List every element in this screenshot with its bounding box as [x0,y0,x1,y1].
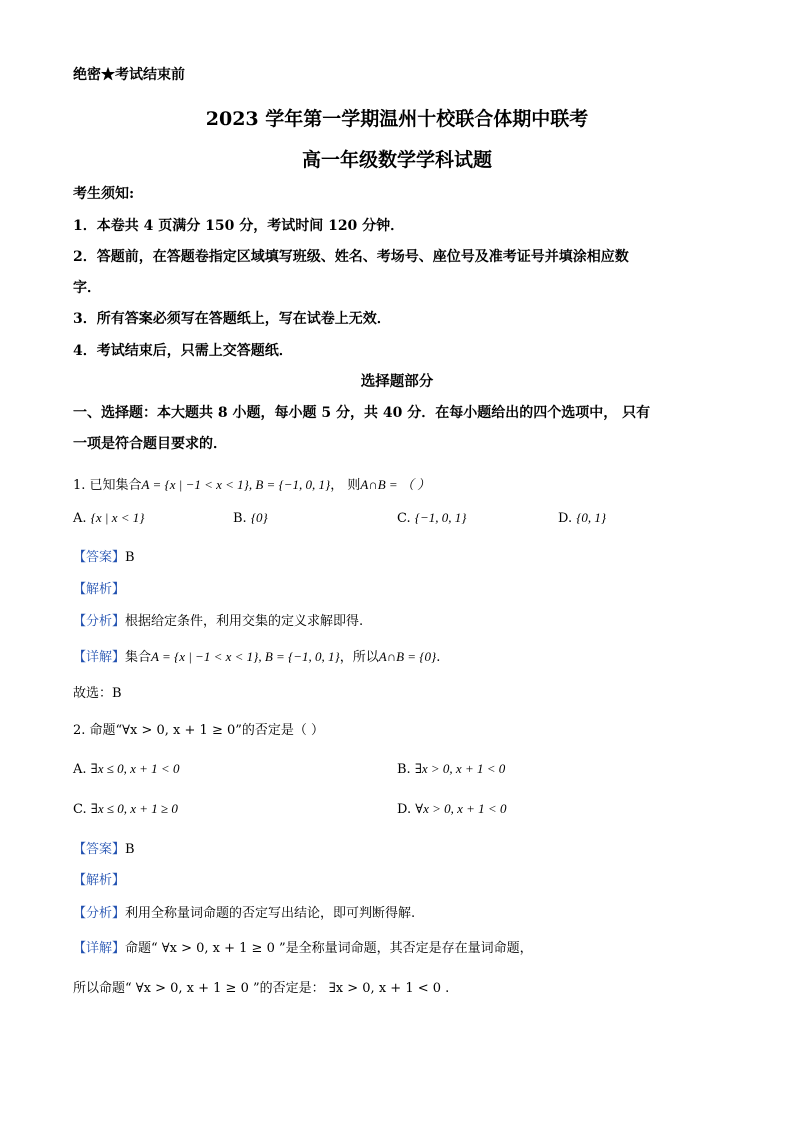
detail-mid: ，所以 [339,650,379,665]
q2-option-a [73,761,179,777]
q1-choose: 故选：B [73,686,122,701]
q1-stem-math: A = {x | −1 < x < 1}, B = {−1, 0, 1} [141,477,331,492]
fenxi-tag: 【分析】 [73,906,126,921]
q1-stem-prefix: 1. 已知集合 [73,478,142,493]
option-value: {0, 1} [576,510,607,525]
notice-item-4: 4．考试结束后，只需上交答题纸． [73,343,293,359]
option-value: {x | x < 1} [90,510,145,525]
q1-stem [73,474,430,493]
detail-math: A = {x | −1 < x < 1}, B = {−1, 0, 1} [151,649,340,664]
option-label: C. [397,511,411,526]
notice-item-1: 1．本卷共 4 页满分 150 分，考试时间 120 分钟． [73,218,405,234]
answer-tag: 【答案】 [73,550,126,565]
q1-option-c [397,510,466,526]
answer-value: B [125,550,135,565]
answer-tag: 【答案】 [73,842,126,857]
detail-prefix: 集合 [125,650,152,665]
q2-option-d [397,801,506,817]
q1-answer [73,546,135,565]
q2-option-c [73,801,178,817]
q1-stem-suffix: ， 则 [330,478,361,493]
option-label: B. [233,511,247,526]
q2-option-b [397,761,505,777]
fenxi-text: 利用全称量词命题的否定写出结论，即可判断得解. [125,906,416,921]
option-label: C. [73,802,87,817]
q1-analysis-tag: 【解析】 [73,582,126,597]
fenxi-text: 根据给定条件，利用交集的定义求解即得. [125,614,364,629]
option-value: ∃x > 0, x + 1 < 0 [414,761,506,776]
q1-detail [73,646,440,665]
section-intro-line2: 一项是符合题目要求的． [73,436,227,452]
q1-option-d [558,510,606,526]
q2-analysis-tag: 【解析】 [73,873,126,888]
exam-subtitle: 高一年级数学学科试题 [301,149,492,171]
fenxi-tag: 【分析】 [73,614,126,629]
q2-detail-line1 [73,937,533,956]
notice-item-2: 2．答题前，在答题卷指定区域填写班级、姓名、考场号、座位号及准考证号并填涂相应数 [73,249,629,265]
q2-fenxi [73,902,415,921]
answer-value: B [125,842,135,857]
detail-tag: 【详解】 [73,941,126,956]
notice-item-2-cont: 字． [73,280,101,296]
option-label: D. [397,802,412,817]
option-value: {0} [250,510,268,525]
detail-text: 命题“ ∀x > 0, x + 1 ≥ 0 ”是全称量词命题，其否定是存在量词命题， [125,941,533,956]
q1-stem-expr: A∩B = （ ） [360,477,431,492]
option-value: ∀x > 0, x + 1 < 0 [415,801,507,816]
option-value: {−1, 0, 1} [414,510,467,525]
q2-answer [73,838,135,857]
q1-fenxi [73,610,363,629]
detail-end: . [436,650,441,665]
q1-option-b [233,510,268,526]
option-label: A. [73,762,87,777]
section-title: 选择题部分 [360,373,434,390]
option-value: ∃x ≤ 0, x + 1 < 0 [90,761,180,776]
notice-heading: 考生须知: [73,186,135,202]
option-value: ∃x ≤ 0, x + 1 ≥ 0 [90,801,178,816]
q2-detail-line2: 所以命题“ ∀x > 0, x + 1 ≥ 0 ”的否定是： ∃x > 0, x + 1 < 0 . [73,981,450,996]
detail-tag: 【详解】 [73,650,126,665]
option-label: A. [73,511,87,526]
q2-stem: 2. 命题“∀x > 0, x + 1 ≥ 0”的否定是（ ） [73,723,325,738]
option-label: D. [558,511,573,526]
detail-result: A∩B = {0} [378,649,437,664]
section-intro-line1: 一、选择题：本大题共 8 小题，每小题 5 分，共 40 分．在每小题给出的四个选项中， 只有 [73,405,651,421]
exam-title: 2023 学年第一学期温州十校联合体期中联考 [205,108,589,130]
option-label: B. [397,762,411,777]
confidential-label: 绝密★考试结束前 [73,67,185,83]
notice-item-3: 3．所有答案必须写在答题纸上，写在试卷上无效． [73,311,391,327]
q1-option-a [73,510,144,526]
